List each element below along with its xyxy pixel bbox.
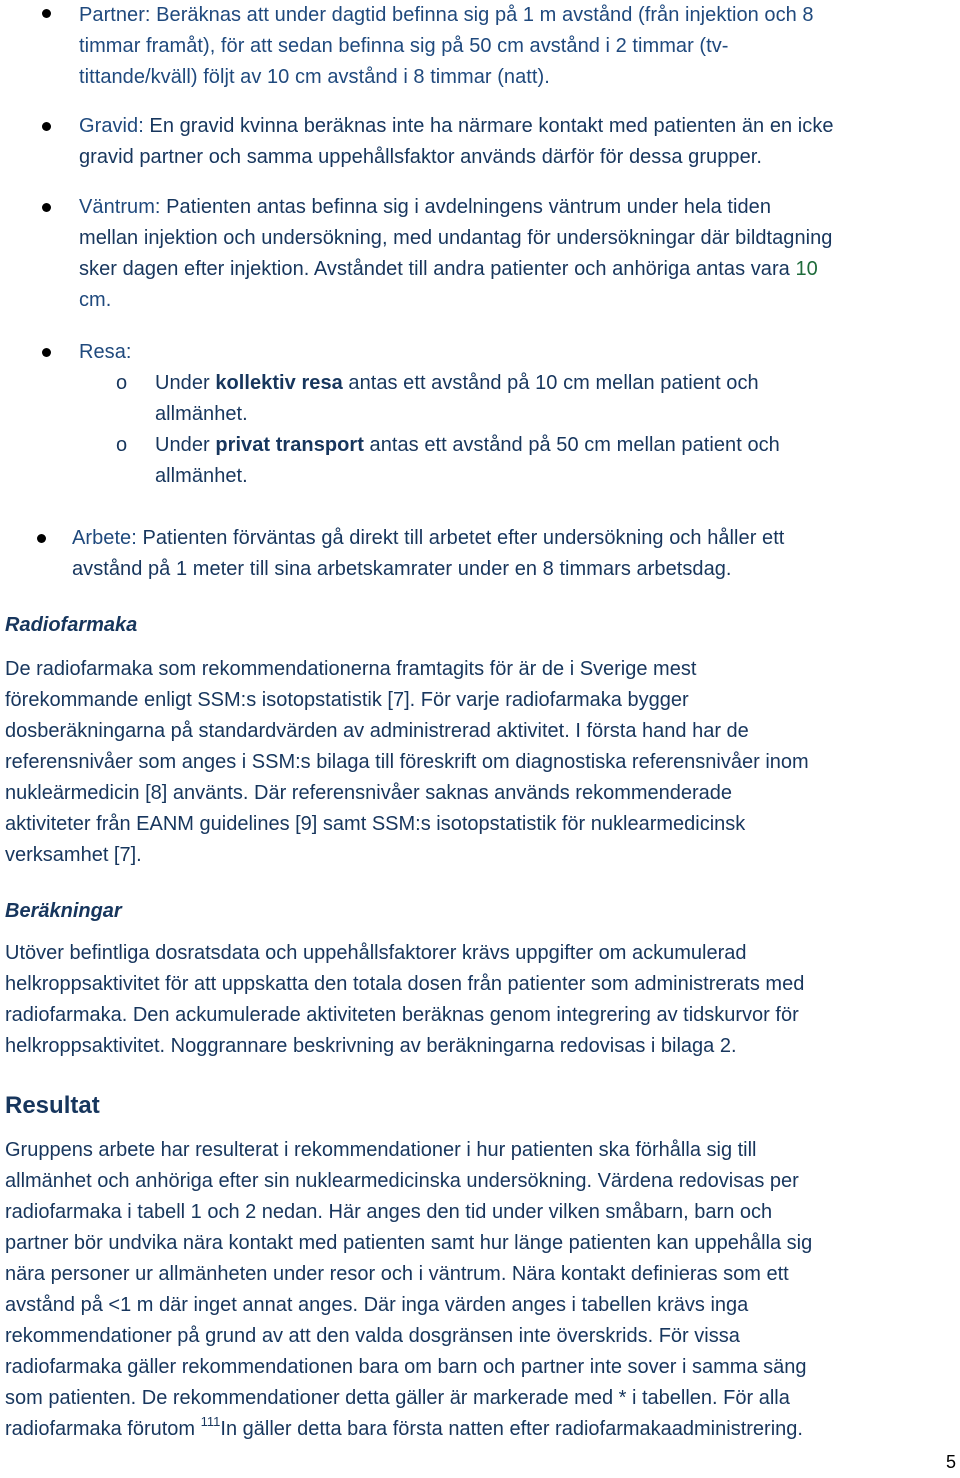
section-heading-resultat: Resultat <box>5 1092 100 1119</box>
paragraph-line: partner bör undvika nära kontakt med patienten samt hur länge patienten kan uppehålla sig <box>5 1232 813 1254</box>
bullet-text: sker dagen efter injektion. Avståndet till andra patienter och anhöriga antas vara <box>79 258 796 280</box>
paragraph-line: som patienten. De rekommendationer detta gäller är markerade med * i tabellen. För alla <box>5 1387 790 1409</box>
paragraph-line: De radiofarmaka som rekommendationerna framtagits för är de i Sverige mest <box>5 658 697 680</box>
circle-bullet-icon: o <box>116 434 128 456</box>
circle-bullet-icon: o <box>116 372 128 394</box>
paragraph-line: rekommendationer på grund av att den valda dosgränsen inte överskrids. För vissa <box>5 1325 740 1347</box>
bullet-text: gravid partner och samma uppehållsfaktor används därför för dessa grupper. <box>79 146 762 168</box>
paragraph-line: radiofarmaka förutom $^{111}$In gäller detta bara första natten efter radiofarmakaadministrering. <box>5 1414 803 1440</box>
bullet-icon <box>42 348 51 357</box>
bullet-icon <box>42 203 51 212</box>
paragraph-line: avstånd på <1 m där inget annat anges. Där inga värden anges i tabellen krävs inga <box>5 1294 749 1316</box>
paragraph-line: allmänhet och anhöriga efter sin nuklearmedicinska undersökning. Värdena redovisas per <box>5 1170 799 1192</box>
paragraph-line: helkroppsaktivitet. Noggrannare beskrivning av beräkningarna redovisas i bilaga 2. <box>5 1035 737 1057</box>
bullet-icon <box>42 9 51 18</box>
page-number: 5 <box>945 1452 956 1472</box>
paragraph-line: Gruppens arbete har resulterat i rekommendationer i hur patienten ska förhålla sig till <box>5 1139 757 1161</box>
section-heading-radiofarmaka: Radiofarmaka <box>5 614 138 636</box>
paragraph-line: nära personer ur allmänheten under resor och i väntrum. Nära kontakt definieras som ett <box>5 1263 789 1285</box>
paragraph-line: Utöver befintliga dosratsdata och uppehållsfaktorer krävs uppgifter om ackumulerad <box>5 942 747 964</box>
bullet-label: Partner: <box>79 4 151 26</box>
bullet-label: Väntrum: <box>79 196 161 218</box>
bullet-text: cm. <box>79 289 112 311</box>
paragraph-line: verksamhet [7]. <box>5 844 142 866</box>
bullet-icon <box>37 534 46 543</box>
section-heading-berakningar: Beräkningar <box>5 900 122 922</box>
paragraph-line: radiofarmaka i tabell 1 och 2 nedan. Här anges den tid under vilken småbarn, barn och <box>5 1201 773 1223</box>
bullet-label: Arbete: <box>72 527 137 549</box>
paragraph-line: nukleärmedicin [8] använts. Där referensnivåer saknas används rekommenderade <box>5 782 733 804</box>
paragraph-line: aktiviteter från EANM guidelines [9] samt SSM:s isotopstatistik för nuklearmedicinsk <box>5 813 746 835</box>
paragraph-line: förekommande enligt SSM:s isotopstatistik [7]. För varje radiofarmaka bygger <box>5 689 689 711</box>
paragraph-line: dosberäkningarna på standardvärden av administrerad aktivitet. I första hand har de <box>5 720 749 742</box>
bullet-icon <box>42 122 51 131</box>
isotope-mass-number: 111 <box>200 1414 221 1429</box>
bullet-text: tittande/kväll) följt av 10 cm avstånd i 8 timmar (natt). <box>79 66 550 88</box>
bullet-text: timmar framåt), för att sedan befinna sig på 50 cm avstånd i 2 timmar (tv- <box>79 35 729 57</box>
bullet-label: Resa: <box>79 341 132 363</box>
bullet-text: avstånd på 1 meter till sina arbetskamrater under en 8 timmars arbetsdag. <box>72 558 732 580</box>
distance-value: 10 <box>795 258 818 280</box>
paragraph-line: helkroppsaktivitet för att uppskatta den totala dosen från patienter som administrerats med <box>5 973 805 995</box>
bullet-text: mellan injektion och undersökning, med undantag för undersökningar där bildtagning <box>79 227 833 249</box>
bullet-label: Gravid: <box>79 115 144 137</box>
paragraph-line: referensnivåer som anges i SSM:s bilaga till föreskrift om diagnostiska referensnivåer inom <box>5 751 809 773</box>
paragraph-line: radiofarmaka gäller rekommendationen bara om barn och partner inte sover i samma säng <box>5 1356 807 1378</box>
paragraph-line: radiofarmaka. Den ackumulerade aktiviteten beräknas genom integrering av tidskurvor för <box>5 1004 799 1026</box>
